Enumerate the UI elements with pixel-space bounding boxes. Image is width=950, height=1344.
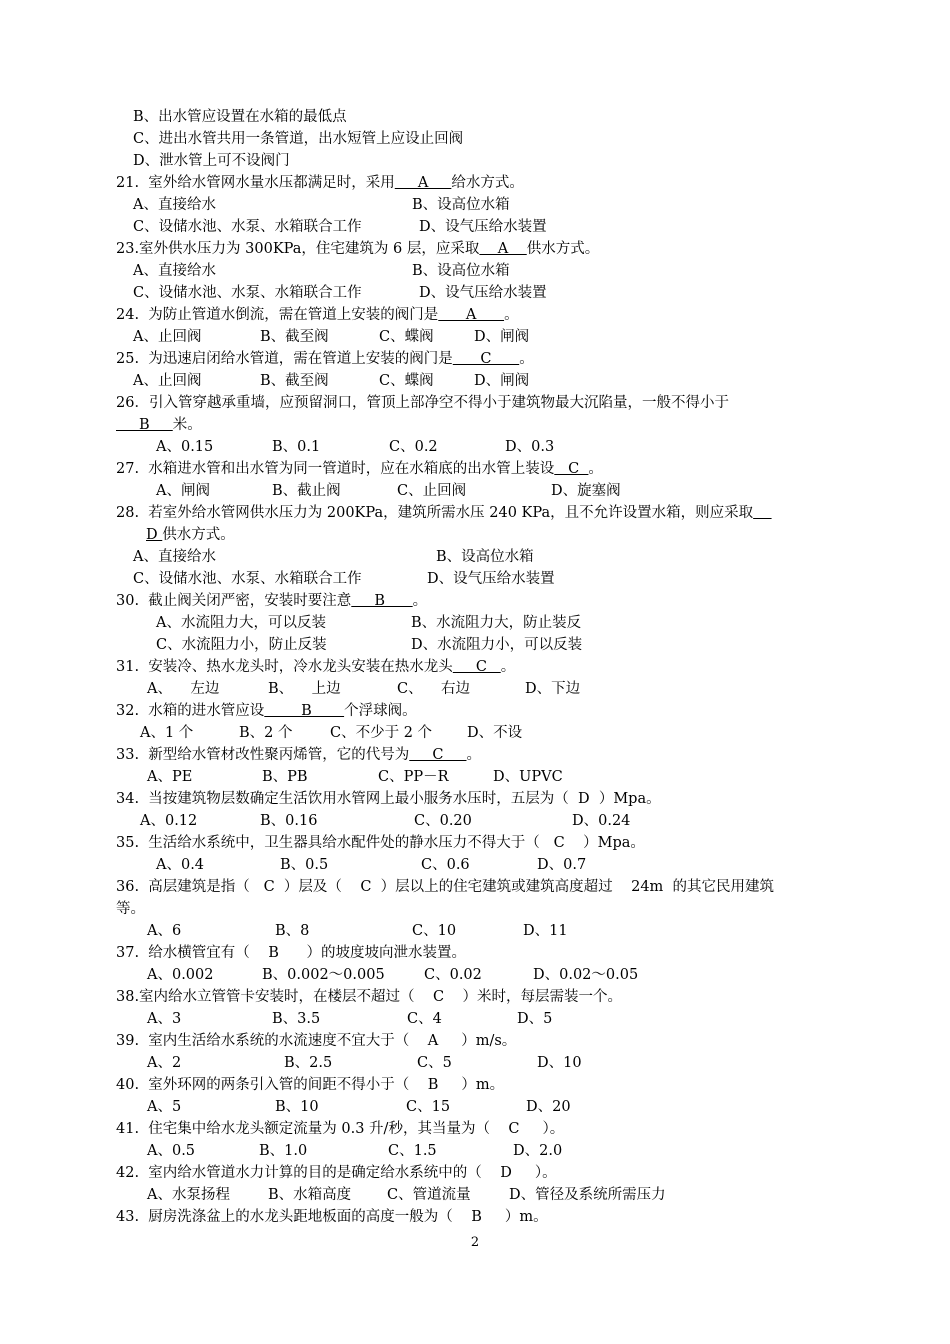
question-text: 34. 当按建筑物层数确定生活饮用水管网上最小服务水压时，五层为（ D ）Mpa。 (116, 791, 661, 807)
question-line: B、出水管应设置在水箱的最低点 (133, 109, 347, 125)
option-item: C、10 (412, 923, 457, 939)
option-item: A、直接给水 (133, 263, 216, 279)
answer-blank: C (452, 659, 501, 675)
question-text: 。 (412, 593, 428, 609)
option-item: D、0.3 (505, 439, 555, 455)
question-line (146, 525, 235, 545)
option-item: C、止回阀 (397, 483, 467, 499)
option-item: A、水流阻力大，可以反装 (156, 615, 326, 631)
option-item: B、 上边 (268, 681, 341, 697)
option-item: B、3.5 (272, 1011, 321, 1027)
question-text: 等。 (116, 901, 145, 917)
option-item: C、4 (407, 1011, 442, 1027)
question-line (116, 899, 145, 919)
option-row (147, 1141, 847, 1161)
option-item: D、0.24 (572, 813, 631, 829)
question-line (116, 349, 534, 369)
option-item: B、2 个 (239, 725, 293, 741)
option-row (156, 481, 856, 501)
option-item: C、0.2 (389, 439, 438, 455)
question-text: 41. 住宅集中给水龙头额定流量为 0.3 升/秒，其当量为（ C ）。 (116, 1121, 565, 1137)
option-item: C、设储水池、水泵、水箱联合工作 (133, 285, 362, 301)
option-item: D、设气压给水装置 (419, 285, 547, 301)
option-row (133, 569, 833, 589)
option-row (140, 723, 840, 743)
option-item: C、蝶阀 (379, 329, 434, 345)
question-line (116, 1031, 516, 1051)
option-item: B、10 (275, 1099, 319, 1115)
question-text: 38.室内给水立管管卡安装时，在楼层不超过（ C ）米时，每层需装一个。 (116, 989, 623, 1005)
option-item: B、设高位水箱 (436, 549, 534, 565)
question-text: 25. 为迅速启闭给水管道，需在管道上安装的阀门是 (116, 351, 453, 367)
question-line: C、进出水管共用一条管道，出水短管上应设止回阀 (133, 131, 464, 147)
option-item: C、设储水池、水泵、水箱联合工作 (133, 219, 362, 235)
option-row (133, 283, 833, 303)
answer-blank: A (394, 175, 452, 191)
option-item: C、0.6 (421, 857, 470, 873)
answer-blank: A (479, 241, 527, 257)
option-item: D、5 (517, 1011, 553, 1027)
question-line (116, 503, 772, 523)
option-item: D、UPVC (493, 769, 563, 785)
question-text: 39. 室内生活给水系统的水流速度不宜大于（ A ）m/s。 (116, 1033, 517, 1049)
option-item: B、1.0 (259, 1143, 308, 1159)
question-text: 33. 新型给水管材改性聚丙烯管，它的代号为 (116, 747, 410, 763)
option-item: B、截至阀 (260, 373, 329, 389)
question-text: 米。 (172, 417, 202, 433)
option-item: A、3 (147, 1011, 182, 1027)
option-item: B、0.5 (280, 857, 329, 873)
question-text: 36. 高层建筑是指（ C ）层及（ C ）层以上的住宅建筑或建筑高度超过 24m 的其它民用建筑 (116, 879, 775, 895)
option-item: D、闸阀 (474, 329, 530, 345)
option-item: D、设气压给水装置 (419, 219, 547, 235)
option-item: B、水箱高度 (268, 1187, 352, 1203)
option-item: A、止回阀 (133, 373, 202, 389)
option-item: A、 左边 (147, 681, 220, 697)
option-row (133, 327, 833, 347)
question-text: 31. 安装冷、热水龙头时，冷水龙头安装在热水龙头 (116, 659, 453, 675)
question-line (116, 943, 466, 963)
option-item: C、水流阻力小，防止反装 (156, 637, 327, 653)
question-text: 37. 给水横管宜有（ B ）的坡度坡向泄水装置。 (116, 945, 467, 961)
option-item: A、直接给水 (133, 549, 216, 565)
option-item: A、水泵扬程 (147, 1187, 230, 1203)
option-item: D、2.0 (513, 1143, 563, 1159)
question-line (116, 1119, 564, 1139)
option-row (147, 1097, 847, 1117)
option-row (147, 921, 847, 941)
question-text: 35. 生活给水系统中，卫生器具给水配件处的静水压力不得大于（ C ）Mpa。 (116, 835, 645, 851)
option-row (156, 855, 856, 875)
question-line (116, 877, 774, 897)
option-item: C、15 (406, 1099, 451, 1115)
question-text: 23.室外供水压力为 300KPa，住宅建筑为 6 层，应采取 (116, 241, 480, 257)
answer-blank: D (146, 527, 163, 543)
option-item: C、管道流量 (387, 1187, 471, 1203)
option-row (133, 547, 833, 567)
question-line (116, 789, 661, 809)
option-item: B、水流阻力大，防止装反 (411, 615, 582, 631)
option-item: A、0.15 (156, 439, 214, 455)
option-row (156, 437, 856, 457)
option-row (140, 811, 840, 831)
question-text: 26．引入管穿越承重墙，应预留洞口，管顶上部净空不得小于建筑物最大沉陷量，一般不得小于 (116, 395, 729, 411)
option-row (147, 1009, 847, 1029)
question-text: 个浮球阀。 (344, 703, 417, 719)
option-row (133, 195, 833, 215)
question-line (116, 987, 622, 1007)
question-line (116, 745, 481, 765)
question-line: D、泄水管上可不设阀门 (133, 153, 290, 169)
option-item: A、PE (147, 769, 193, 785)
option-item: A、0.5 (147, 1143, 196, 1159)
answer-blank: A (438, 307, 505, 323)
answer-blank: C (409, 747, 467, 763)
option-row (156, 613, 856, 633)
question-text: 42. 室内给水管道水力计算的目的是确定给水系统中的（ D ）。 (116, 1165, 557, 1181)
option-item: A、直接给水 (133, 197, 216, 213)
option-item: A、闸阀 (156, 483, 210, 499)
question-line (116, 1207, 548, 1227)
question-text: 。 (500, 659, 516, 675)
option-item: B、2.5 (284, 1055, 333, 1071)
option-item: A、0.002 (147, 967, 214, 983)
question-text: 27. 水箱进水管和出水管为同一管道时，应在水箱底的出水管上装设 (116, 461, 555, 477)
option-item: D、下边 (525, 681, 581, 697)
option-item: D、管径及系统所需压力 (509, 1187, 666, 1203)
question-text: 给水方式。 (451, 175, 524, 191)
question-line (116, 657, 515, 677)
question-text: 。 (588, 461, 603, 477)
option-row (147, 1185, 847, 1205)
option-item: B、8 (275, 923, 310, 939)
option-row (133, 261, 833, 281)
answer-blank: B (264, 703, 345, 719)
question-text: 30. 截止阀关闭严密，安装时要注意 (116, 593, 352, 609)
option-item: C、0.20 (414, 813, 472, 829)
option-row (147, 679, 847, 699)
option-item: B、0.1 (272, 439, 321, 455)
option-item: B、设高位水箱 (412, 197, 510, 213)
option-row (156, 635, 856, 655)
option-item: C、1.5 (388, 1143, 437, 1159)
option-item: A、5 (147, 1099, 182, 1115)
question-text: 供水方式。 (526, 241, 600, 257)
option-item: A、0.4 (156, 857, 205, 873)
option-item: C、PP－R (378, 769, 449, 785)
question-line (116, 833, 645, 853)
option-item: D、20 (526, 1099, 571, 1115)
option-item: C、蝶阀 (379, 373, 434, 389)
option-row (133, 371, 833, 391)
answer-blank: B (116, 417, 173, 433)
option-item: D、11 (523, 923, 568, 939)
option-item: B、截至阀 (260, 329, 329, 345)
answer-blank (753, 505, 771, 521)
option-item: C、设储水池、水泵、水箱联合工作 (133, 571, 362, 587)
option-item: B、0.002～0.005 (262, 967, 385, 983)
question-text: 。 (466, 747, 481, 763)
option-item: C、0.02 (424, 967, 482, 983)
option-row (133, 217, 833, 237)
question-line (116, 415, 202, 435)
option-item: B、截止阀 (272, 483, 341, 499)
option-row (147, 965, 847, 985)
option-item: D、10 (537, 1055, 582, 1071)
question-line (116, 1163, 557, 1183)
option-item: B、PB (262, 769, 308, 785)
option-item: A、0.12 (140, 813, 198, 829)
answer-blank: C (554, 461, 589, 477)
option-item: C、5 (417, 1055, 452, 1071)
question-text: 。 (504, 307, 519, 323)
question-line (116, 393, 729, 413)
option-item: C、 右边 (397, 681, 471, 697)
question-text: 21. 室外给水管网水量水压都满足时，采用 (116, 175, 395, 191)
question-line (116, 173, 524, 193)
option-item: A、1 个 (140, 725, 194, 741)
option-row (147, 1053, 847, 1073)
option-item: A、2 (147, 1055, 182, 1071)
option-item: D、0.7 (537, 857, 587, 873)
option-item: A、止回阀 (133, 329, 202, 345)
option-row (147, 767, 847, 787)
option-item: D、旋塞阀 (551, 483, 621, 499)
option-item: B、0.16 (260, 813, 318, 829)
answer-blank: C (452, 351, 520, 367)
question-text: 。 (519, 351, 534, 367)
question-text: 32. 水箱的进水管应设 (116, 703, 265, 719)
question-line (116, 1075, 504, 1095)
question-text: 供水方式。 (162, 527, 235, 543)
option-item: D、闸阀 (474, 373, 530, 389)
question-text: 43. 厨房洗涤盆上的水龙头距地板面的高度一般为（ B ）m。 (116, 1209, 548, 1225)
question-line (116, 239, 599, 259)
question-text: 28. 若室外给水管网供水压力为 200KPa，建筑所需水压 240 KPa，且不允许设置水箱，则应采取 (116, 505, 754, 521)
option-item: D、0.02～0.05 (533, 967, 639, 983)
option-item: A、6 (147, 923, 182, 939)
option-item: D、不设 (467, 725, 523, 741)
option-item: C、不少于 2 个 (330, 725, 433, 741)
answer-blank: B (351, 593, 413, 609)
question-line (116, 701, 417, 721)
question-line (116, 591, 427, 611)
question-text: 40. 室外环网的两条引入管的间距不得小于（ B ）m。 (116, 1077, 505, 1093)
question-line (116, 459, 603, 479)
option-item: B、设高位水箱 (412, 263, 510, 279)
page-number: 2 (470, 1235, 480, 1250)
question-line (116, 305, 519, 325)
option-item: D、设气压给水装置 (427, 571, 555, 587)
question-text: 24. 为防止管道水倒流，需在管道上安装的阀门是 (116, 307, 439, 323)
option-item: D、水流阻力小，可以反装 (411, 637, 583, 653)
